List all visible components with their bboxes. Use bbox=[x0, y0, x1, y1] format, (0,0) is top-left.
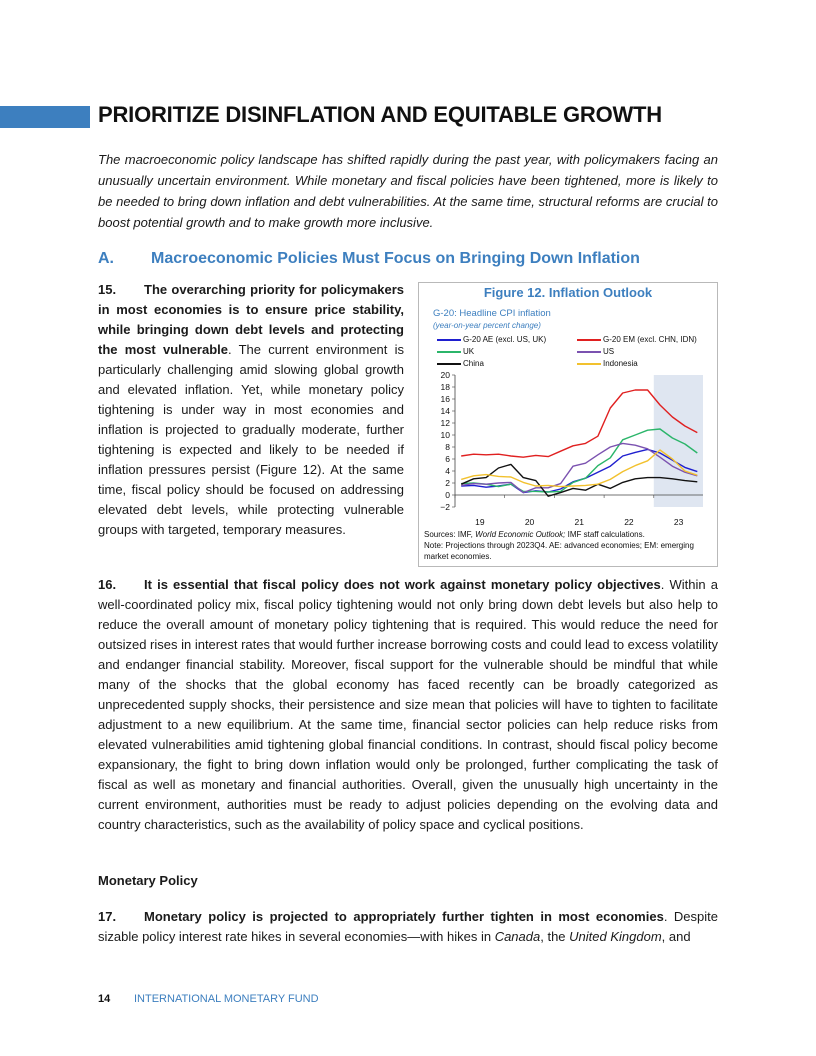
y-tick-label: 16 bbox=[440, 394, 450, 404]
x-tick-label: 20 bbox=[524, 517, 535, 527]
x-tick-label: 21 bbox=[574, 517, 584, 527]
paragraph-lead: The overarching priority for policymakers in most economies is to ensure price stability, while bringing down debt levels and protecting the most vulnerable bbox=[98, 282, 404, 357]
inflation-line-chart bbox=[419, 371, 717, 531]
country-canada: Canada bbox=[494, 929, 541, 944]
page-footer bbox=[98, 993, 319, 1005]
paragraph-body: , and bbox=[661, 929, 691, 944]
country-uk: United Kingdom bbox=[569, 929, 662, 944]
source-italic: World Economic Outlook; bbox=[475, 530, 566, 539]
source-prefix: Sources: IMF, bbox=[424, 530, 476, 539]
y-tick-label: 2 bbox=[445, 478, 450, 488]
chart-subtitle: G-20: Headline CPI inflation bbox=[433, 308, 551, 319]
y-tick-label: 6 bbox=[445, 454, 450, 464]
intro-paragraph: The macroeconomic policy landscape has shifted rapidly during the past year, with policymakers facing an unusually uncertain environment. While monetary and fiscal policies have been tightened, more is likely to be needed to bring down inflation and debt vulnerabilities. At the same time, structural reforms are crucial to boost potential growth and to make growth more inclusive. bbox=[98, 152, 718, 230]
section-title: Macroeconomic Policies Must Focus on Bringing Down Inflation bbox=[151, 250, 640, 267]
legend-swatch bbox=[577, 339, 601, 341]
y-tick-label: 18 bbox=[440, 382, 450, 392]
note-text: Note: Projections through 2023Q4. AE: advanced economies; EM: emerging market economies. bbox=[424, 541, 694, 561]
y-tick-label: 14 bbox=[440, 406, 450, 416]
chart-units: (year-on-year percent change) bbox=[433, 321, 541, 330]
footer-org: INTERNATIONAL MONETARY FUND bbox=[134, 993, 319, 1005]
legend-label: G-20 AE (excl. US, UK) bbox=[463, 335, 547, 344]
y-tick-label: −2 bbox=[440, 502, 450, 512]
y-tick-label: 4 bbox=[445, 466, 450, 476]
legend-label: China bbox=[463, 359, 484, 368]
paragraph-15 bbox=[98, 280, 404, 540]
paragraph-body: . The current environment is particularly challenging amid slowing global growth and elevated inflation. Yet, while monetary policy tightening is under way in most economies and inflation is projected to gradually moderate, further tightening is expected and likely to be needed if inflation pressures persist (Figure 12). At the same time, fiscal policy should be focused on addressing elevated debt levels, while protecting vulnerable groups with targeted, temporary measures. bbox=[98, 342, 404, 537]
legend-item bbox=[437, 335, 546, 344]
section-letter: A. bbox=[98, 250, 114, 267]
y-tick-label: 10 bbox=[440, 430, 450, 440]
paragraph-number: 16. bbox=[98, 577, 117, 592]
legend-swatch bbox=[577, 363, 601, 365]
paragraph-body: , the bbox=[540, 929, 570, 944]
paragraph-lead: It is essential that fiscal policy does not work against monetary policy objectives bbox=[144, 577, 661, 592]
x-tick-label: 23 bbox=[673, 517, 684, 527]
y-tick-label: 8 bbox=[445, 442, 450, 452]
legend-item bbox=[577, 335, 697, 344]
paragraph-17 bbox=[98, 907, 718, 947]
legend-swatch bbox=[437, 351, 461, 353]
paragraph-body: . Despite sizable policy interest rate hikes in several economies—with hikes in bbox=[98, 909, 718, 944]
legend-label: UK bbox=[463, 347, 475, 356]
legend-label: G-20 EM (excl. CHN, IDN) bbox=[603, 335, 697, 344]
paragraph-lead: Monetary policy is projected to appropriately further tighten in most economies bbox=[144, 909, 664, 924]
x-tick-label: 19 bbox=[475, 517, 485, 527]
figure-12 bbox=[418, 282, 718, 567]
paragraph-16 bbox=[98, 575, 718, 835]
paragraph-body: . Within a well-coordinated policy mix, fiscal policy tightening would not only bring down debt levels but also help to reduce the overall amount of monetary policy tightening that is required. This would reduce the need for outsized rises in interest rates that would further increase borrowing costs and could lead to excess volatility and endanger financial stability. Moreover, fiscal support for the vulnerable should be mindful that while many of the shocks that the global economy has faced recently can be broadly categorized as unprecedented supply shocks, their persistence and size mean that policies will have to tighten to facilitate adjustment to a new equilibrium. At the same time, financial sector policies can help reduce risks from elevated vulnerabilities amid tightening global financial conditions. In contrast, should fiscal policy become expansionary, the fight to bring down inflation would only be prolonged, further complicating the task of fiscal as well as monetary and financial authorities. Overall, given the unusually high uncertainty in the current environment, authorities must be ready to adjust policies depending on the evolving data and country characteristics, such as the availability of policy space and cyclical positions. bbox=[98, 577, 718, 832]
paragraph-number: 15. bbox=[98, 282, 117, 297]
section-heading-a bbox=[98, 250, 640, 268]
legend-item bbox=[577, 359, 638, 368]
y-tick-label: 12 bbox=[440, 418, 450, 428]
y-tick-label: 0 bbox=[445, 490, 450, 500]
monetary-policy-heading: Monetary Policy bbox=[98, 873, 198, 888]
legend-item bbox=[437, 359, 484, 368]
y-tick-label: 20 bbox=[440, 371, 450, 380]
legend-swatch bbox=[577, 351, 601, 353]
legend-swatch bbox=[437, 363, 461, 365]
title-accent-bar bbox=[0, 106, 90, 128]
legend-swatch bbox=[437, 339, 461, 341]
legend-label: Indonesia bbox=[603, 359, 638, 368]
page-title: PRIORITIZE DISINFLATION AND EQUITABLE GROWTH bbox=[98, 102, 662, 127]
legend-label: US bbox=[603, 347, 615, 356]
figure-notes bbox=[424, 529, 716, 562]
source-suffix: IMF staff calculations. bbox=[565, 530, 645, 539]
paragraph-number: 17. bbox=[98, 909, 117, 924]
figure-title: Figure 12. Inflation Outlook bbox=[483, 285, 653, 300]
x-tick-label: 22 bbox=[624, 517, 634, 527]
legend-item bbox=[437, 347, 474, 356]
legend-item bbox=[577, 347, 614, 356]
page-number: 14 bbox=[98, 993, 111, 1005]
